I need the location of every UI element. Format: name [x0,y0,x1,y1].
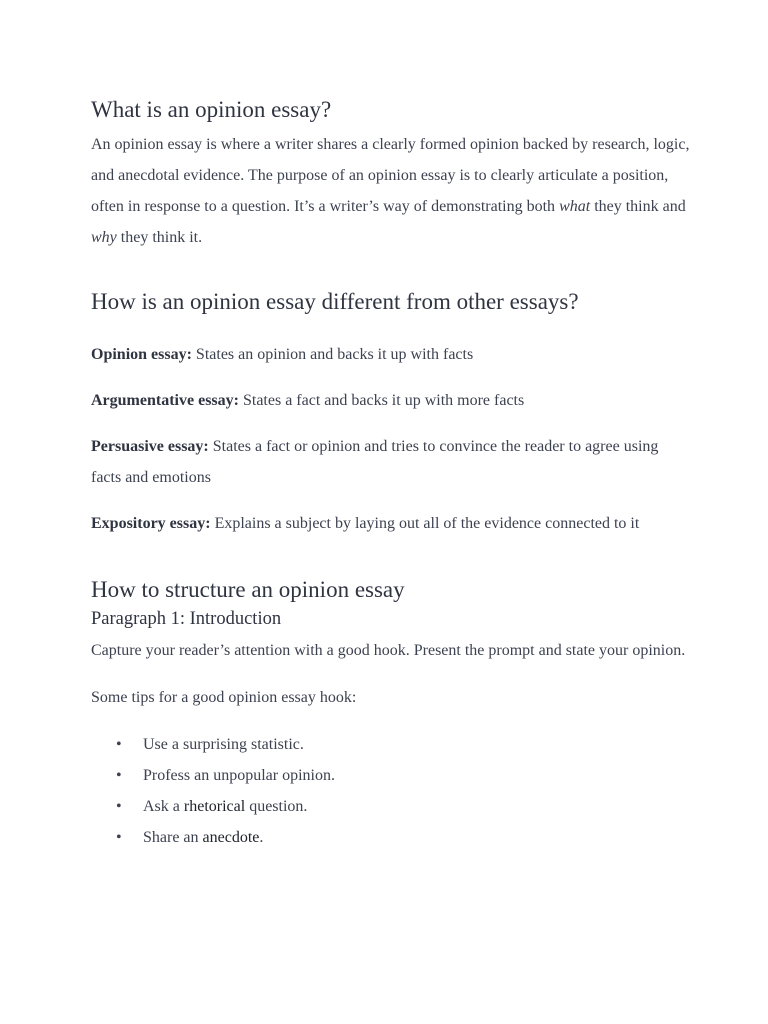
heading-what-is-opinion-essay: What is an opinion essay? [91,97,332,122]
term-opinion-essay: Opinion essay: [91,346,192,363]
definition-text-end: they think it. [116,229,203,246]
desc-argumentative-essay: States a fact and backs it up with more facts [238,392,525,409]
rhetorical-link[interactable]: rhetorical [183,798,246,815]
emphasis-why: why [91,229,117,246]
essay-type-expository [91,508,691,539]
tips-intro: Some tips for a good opinion essay hook: [91,689,357,706]
bullet-icon: • [116,798,122,815]
definition-text-start: An opinion essay is where a writer shares a clearly formed opinion backed by research, logic, and anecdotal evidence. The purpose of an opinion essay is to clearly articulate a position, often in response to a question. It’s a writer’s way of demonstrating both [91,136,690,215]
list-item [91,729,691,760]
bullet-icon: • [116,736,122,753]
essay-types-list [91,339,691,539]
tip-text: Ask a [143,798,184,815]
list-item [91,822,691,853]
emphasis-what: what [559,198,591,215]
tip-text: Profess an unpopular opinion. [143,767,335,784]
tip-text-end: question. [245,798,308,815]
term-argumentative-essay: Argumentative essay: [91,392,239,409]
document-page [91,95,691,853]
tip-text: Share an [143,829,203,846]
desc-expository-essay: Explains a subject by laying out all of the evidence connected to it [210,515,640,532]
subheading-introduction: Paragraph 1: Introduction [91,609,282,629]
list-item [91,760,691,791]
heading-how-different: How is an opinion essay different from other essays? [91,289,579,314]
definition-text-middle: they think and [590,198,686,215]
term-expository-essay: Expository essay: [91,515,211,532]
tip-text-end: . [259,829,264,846]
desc-opinion-essay: States an opinion and backs it up with facts [191,346,474,363]
tip-text: Use a surprising statistic. [143,736,304,753]
essay-type-persuasive [91,431,691,493]
desc-persuasive-essay: States a fact or opinion and tries to convince the reader to agree using facts and emotions [91,438,659,486]
essay-type-opinion [91,339,691,370]
paragraph-definition [91,129,691,253]
heading-structure: How to structure an opinion essay [91,577,405,602]
bullet-icon: • [116,829,122,846]
anecdote-link[interactable]: anecdote [202,829,260,846]
hook-tips-list [91,729,691,853]
term-persuasive-essay: Persuasive essay: [91,438,209,455]
essay-type-argumentative [91,385,691,416]
bullet-icon: • [116,767,122,784]
paragraph-introduction: Capture your reader’s attention with a good hook. Present the prompt and state your opinion. [91,642,686,659]
list-item [91,791,691,822]
